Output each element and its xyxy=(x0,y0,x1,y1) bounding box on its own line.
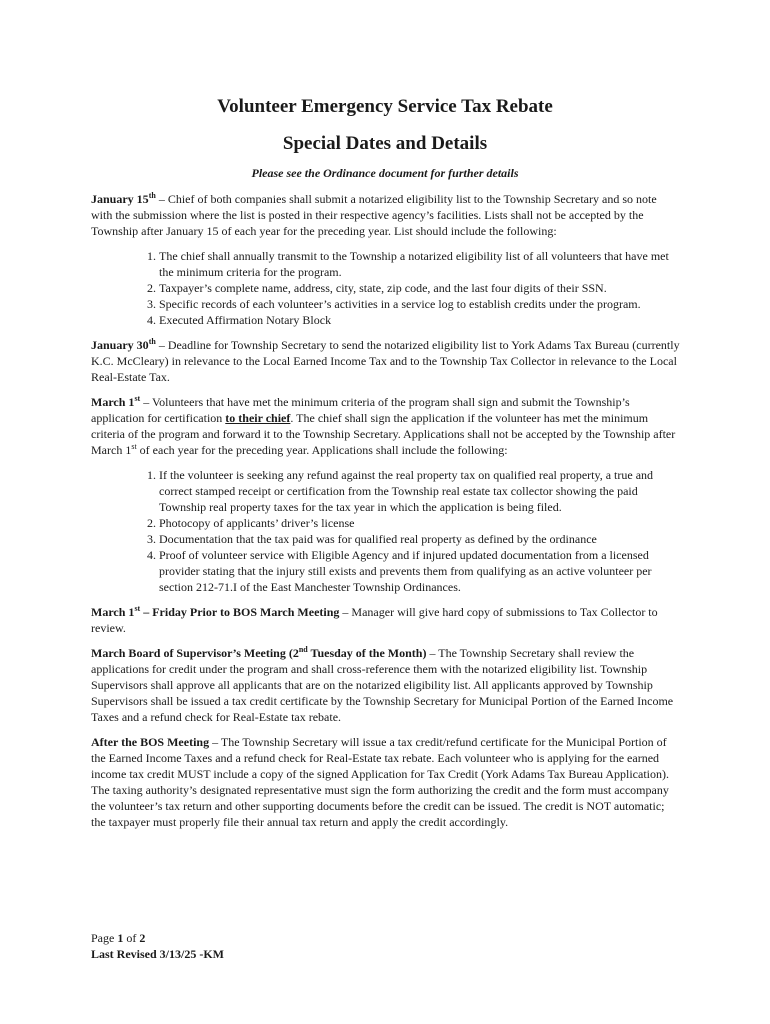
date-label: March 1st xyxy=(91,394,141,409)
date-label: After the BOS Meeting xyxy=(91,735,210,749)
date-label: March 1st – Friday Prior to BOS March Meeting xyxy=(91,604,340,619)
section-mar1-friday: March 1st – Friday Prior to BOS March Meeting – Manager will give hard copy of submissions to Tax Collector to review. xyxy=(91,604,658,635)
page-number: Page 1 of 2 xyxy=(91,931,146,945)
list-item: 2. Photocopy of applicants’ driver’s license xyxy=(159,515,680,531)
date-label: January 15th xyxy=(91,191,156,206)
section-mar1: March 1st – Volunteers that have met the minimum criteria of the program shall sign and submit the Township’s application for certification to their chief. The chief shall sign the application if the volunteer has met the minimum criteria of the program and forward it to the Township Secretary. Applications shall not be accepted by the Township after March 1st of each year for the preceding year. Applications shall include the following: xyxy=(91,394,676,457)
document-title: Volunteer Emergency Service Tax Rebate xyxy=(217,96,553,117)
section-jan30: January 30th – Deadline for Township Secretary to send the notarized eligibility list to York Adams Tax Bureau (currently K.C. McCleary) in relevance to the Local Earned Income Tax and to the Township Tax Collector in relevance to the Local Real-Estate Tax. xyxy=(91,337,680,384)
page-footer xyxy=(91,930,224,962)
list-item: 3. Documentation that the tax paid was for qualified real property as defined by the ordinance xyxy=(159,531,680,547)
section-jan15: January 15th – Chief of both companies shall submit a notarized eligibility list to the Township Secretary and so note with the submission where the list is posted in their respective agency’s facilities. Lists shall not be accepted by the Township after January 15 of each year for the preceding year. List should include the following: xyxy=(91,191,657,238)
list-item: 3. Specific records of each volunteer’s activities in a service log to establish credits under the program. xyxy=(159,296,680,312)
mar1-list xyxy=(91,467,680,595)
list-item: 4. Proof of volunteer service with Eligible Agency and if injured updated documentation from a licensed provider stating that the injury still exists and prevents them from qualifying as an active volunteer per section 212-71.I of the East Manchester Township Ordinances. xyxy=(159,547,680,595)
list-item: 1. The chief shall annually transmit to the Township a notarized eligibility list of all volunteers that have met the minimum criteria for the program. xyxy=(159,248,680,280)
jan15-list xyxy=(91,248,680,328)
list-item: 1. If the volunteer is seeking any refund against the real property tax on qualified real property, a true and correct stamped receipt or certification from the Township real estate tax collector showing the paid Township real property taxes for the tax year in which the application is being filed. xyxy=(159,467,680,515)
section-march-bos: March Board of Supervisor’s Meeting (2nd Tuesday of the Month) – The Township Secretary shall review the applications for credit under the program and shall cross-reference them with the notarized eligibility list. Township Supervisors shall approve all applicants that are on the notarized eligibility list. All applicants approved by Township Supervisors shall be issued a tax credit certificate by the Township Secretary for Municipal Portion of the Earned Income Taxes and a refund check for Real-Estate tax rebate. xyxy=(91,645,674,724)
document-subtitle: Special Dates and Details xyxy=(282,133,488,154)
document-body xyxy=(91,191,680,839)
list-item: 2. Taxpayer’s complete name, address, city, state, zip code, and the last four digits of their SSN. xyxy=(159,280,680,296)
date-label: March Board of Supervisor’s Meeting (2nd Tuesday of the Month) xyxy=(91,645,427,660)
underlined-emphasis: to their chief xyxy=(225,411,291,425)
last-revised: Last Revised 3/13/25 -KM xyxy=(91,947,224,961)
date-label: January 30th xyxy=(91,337,156,352)
list-item: 4. Executed Affirmation Notary Block xyxy=(159,312,680,328)
ordinance-note: Please see the Ordinance document for further details xyxy=(251,166,519,180)
section-after-bos: After the BOS Meeting – The Township Secretary will issue a tax credit/refund certificate for the Municipal Portion of the Earned Income Taxes and a refund check for Real-Estate tax rebate. Each volunteer who is applying for the earned income tax credit MUST include a copy of the signed Application for Tax Credit (York Adams Tax Bureau Application). The taxing authority’s designated representative must sign the form authorizing the credit and the form must accompany the volunteer’s tax return and other supporting documents before the credit can be issued. The credit is NOT automatic; the taxpayer must properly file their annual tax return and apply the credit accordingly. xyxy=(91,735,669,829)
